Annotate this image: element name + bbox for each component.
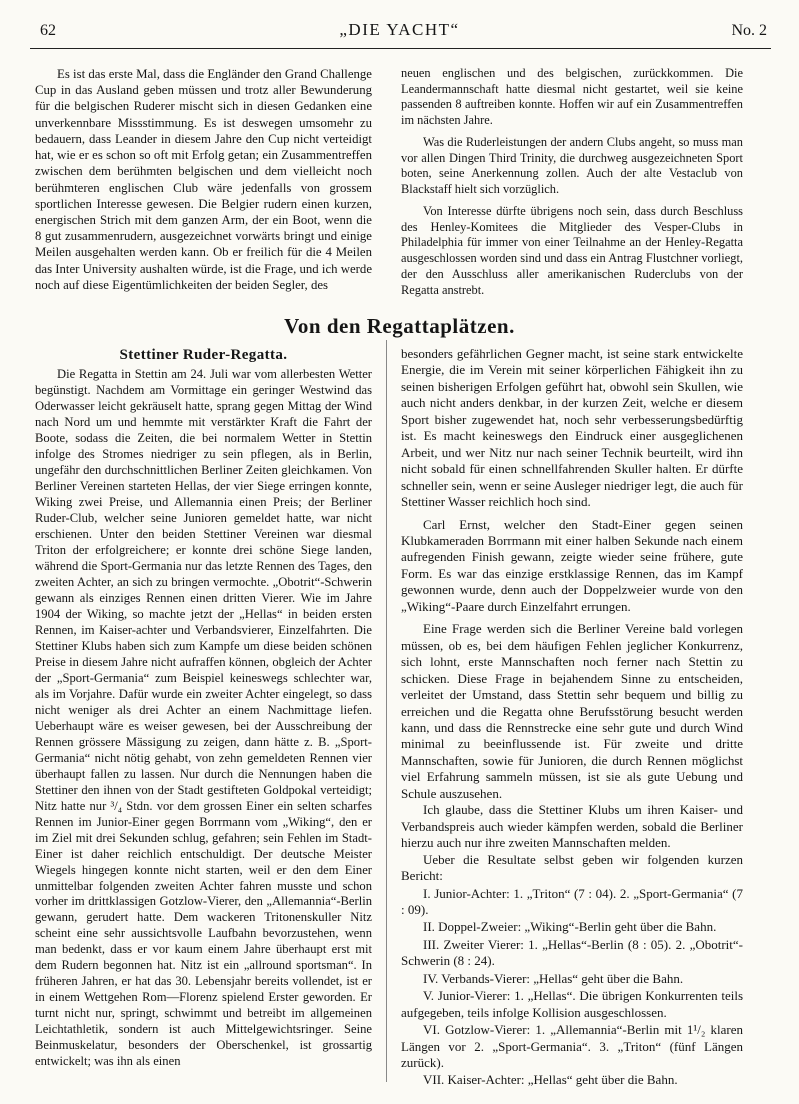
page-number: 62 bbox=[40, 22, 56, 39]
top-right-column bbox=[401, 66, 743, 298]
journal-title: „DIE YACHT“ bbox=[339, 20, 460, 39]
paragraph: Die Regatta in Stettin am 24. Juli war vom allerbesten Wetter begünstigt. Nachdem am Vormittage ein geringer Westwind das Oderwasser leicht gekräuselt hatte, sprang gegen Mittag der Wind nach Nord um und hemmte mit verstärkter Kraft die Fahrt der Boote, sodass die Zeiten, die bei normalem Wetter in Stettin infolge des Stromes niedriger zu sein pflegen, als in Berlin, ungefähr den durchschnittlichen Berliner Zeiten gleichkamen. Von Berliner Vereinen starteten Hellas, der vier Siege erringen konnte, Wiking zwei Preise, und Allemannia einen Preis; der Berliner Ruder-Club, welcher seine Junioren gemeldet hatte, war nicht erschienen. Unter den beiden Stettiner Vereinen war diesmal Triton der erfolgreichere; er konnte drei schöne Siege landen, während die Sport-Germania nur das letzte Rennen des Tages, den zweiten Achter, an sich zu bringen vermochte. „Obotrit“-Schwerin gewann als einziges Rennen einen dritten Vierer. Wie im Jahre 1904 der Wiking, so machte jetzt der „Hellas“ in beiden ersten Rennen, im Kaiser-achter und Verbandsvierer, Einzelfahrten. Die Stettiner Klubs haben sich zum Kampfe um diese beiden schönen Preise in diesem Jahre nicht aufraffen können, obgleich der Achter der „Sport-Germania“ zum Beispiel keineswegs schlechter war, als im Vorjahre. Dafür wurde ein zweiter Achter eingelegt, so dass nicht weniger als drei Achter an einem Nachmittage liefen. Ueberhaupt wäre es weiser gewesen, bei der Ausschreibung der Rennen grössere Mässigung zu zeigen, dann hätte z. B. „Sport-Germania“ nicht nötig gehabt, von zehn gemeldeten Rennen vier überhaupt fallen zu lassen. Nur durch die Nennungen haben die Stettiner den ihnen von der Stadt gestifteten Goldpokal verteidigt; Nitz hatte nur ³/₄ Stdn. vor dem grossen Einer ein selten scharfes Rennen im Junior-Einer gegen Borrmann vom „Wiking“, den er im Ziel mit drei Sekunden schlug, gefahren; sein Fehlen im Stadt-Einer ist daher reichlich entschuldigt. Der deutsche Meister Wiegels hingegen konnte nicht starten, weil er den dem Einer unmittelbar folgenden zweiten Achter fahren musste und schon vorher im drittklassigen Gotzlow-Vierer, den „Allemannia“-Berlin gewann, gerudert hatte. Dem wackeren Tritonenskuller Nitz scheint eine sehr aussichtsvolle Laufbahn bevorzustehen, wenn man bedenkt, dass er vor kaum einem Jahre überhaupt erst mit dem Rudern begonnen hat. Nitz ist ein „allround sportsman“. In früheren Jahren, er hat das 30. Lebensjahr bereits vollendet, ist er in einem Wettgehen Rom—Florenz spielend Erster geworden. Er turnt nicht nur, springt, schwimmt und betreibt im allgemeinen Leichtathletik, sondern ist auch Mittelgewichtsringer. Seine Beinmuskelatur, besonders der Oberschenkel, ist grossartig entwickelt; was ihn als einen bbox=[35, 367, 372, 1069]
paragraph: besonders gefährlichen Gegner macht, ist seine stark entwickelte Energie, die im Verein mit seiner körperlichen Fähigkeit ihn zu seinen bisherigen Erfolgen geführt hat, obwohl sein Skullen, wie auch nicht anders denkbar, in der kurzen Zeit, welche er diesem Sport bisher zugewendet hat, noch sehr verbesserungsbedürftig ist. Es macht keineswegs den Eindruck einer ausgeglichenen Arbeit, und wer Nitz nur nach seiner Technik beurteilt, wird ihn nicht sobald für einen schnellfahrenden Skuller halten. Er dürfte schneller sein, wenn er seine Ausleger niedriger legt, die auch für Stettiner Wasser reichlich hoch sind. bbox=[401, 346, 743, 510]
result-item: III. Zweiter Vierer: 1. „Hellas“-Berlin (8 : 05). 2. „Obotrit“-Schwerin (8 : 24). bbox=[401, 936, 743, 969]
column-divider bbox=[386, 340, 387, 1082]
subsection-title: Stettiner Ruder-Regatta. bbox=[119, 347, 288, 363]
bottom-right-column bbox=[401, 346, 743, 1089]
issue-number: No. 2 bbox=[731, 22, 767, 39]
paragraph: neuen englischen und des belgischen, zurückkommen. Die Leandermannschaft hatte diesmal nicht gestartet, weil sie keine passenden 8 auftreiben konnte. Hoffen wir auf ein Zusammentreffen im nächsten Jahre. bbox=[401, 66, 743, 128]
paragraph: Ich glaube, dass die Stettiner Klubs um ihren Kaiser- und Verbandspreis auch wieder kämpfen werden, sobald die Berliner hierzu auch nur ihre zweiten Mannschaften melden. bbox=[401, 802, 743, 851]
result-item: I. Junior-Achter: 1. „Triton“ (7 : 04). 2. „Sport-Germania“ (7 : 09). bbox=[401, 885, 743, 917]
paragraph: Eine Frage werden sich die Berliner Vereine bald vorlegen müssen, ob es, bei dem häufigen Fehlen jeglicher Konkurrenz, sich lohnt, erste Mannschaften noch ferner nach Stettin zu schicken. Diese Frage in bejahendem Sinne zu entscheiden, verleitet der Umstand, dass Stettin sehr bequem und billig zu erreichen und die Regatta ohne Berufsstörung besucht werden kann, und dass die Rennstrecke eine sehr gute und durch Wind minimal zu beeinflussende ist. Für zweite und dritte Mannschaften, sowie für Junioren, die durch Rennen möglichst viel Erfahrung sammeln müssen, ist sie als gute Uebung und Schule auszusehen. bbox=[401, 621, 743, 801]
paragraph: Was die Ruderleistungen der andern Clubs angeht, so muss man vor allen Dingen Third Trinity, die durchweg ausgezeichneten Sport boten, seine Anerkennung zollen. Auch der alte Vestaclub von Blackstaff hielt sich vorzüglich. bbox=[401, 134, 743, 197]
result-item: IV. Verbands-Vierer: „Hellas“ geht über die Bahn. bbox=[423, 970, 684, 986]
result-item: II. Doppel-Zweier: „Wiking“-Berlin geht über die Bahn. bbox=[423, 919, 717, 935]
paragraph: Es ist das erste Mal, dass die Engländer den Grand Challenge Cup in das Ausland geben müssen und trotz aller Bewunderung für die belgischen Ruderer mischt sich in diesen Gedanken eine unverkennbare Missstimmung. Es ist deswegen umsomehr zu bedauern, dass Leander in diesem Jahre den Cup nicht verteidigt hat, wie er es schon so oft mit Erfolg getan; ein Zusammentreffen zwischen dem berühmten belgischen und dem vielleicht noch berühmteren englischen Club wäre jedenfalls von grossem sportlichen Interesse gewesen. Die Belgier rudern einen kurzen, energischen Strich mit dem ganzen Arm, der ein Boot, wenn die 8 gut zusammenrudern, ausgezeichnet vorwärts bringt und einige Meilen ausgehalten werden kann. Ob er freilich für die 4 Meilen das Inter University aushalten würde, ist die Frage, und ich werde noch auf diese Eigentümlichkeiten der beiden Segler, des bbox=[35, 67, 372, 292]
paragraph: Carl Ernst, welcher den Stadt-Einer gegen seinen Klubkameraden Borrmann mit einer halben Sekunde nach einem aufregenden Finish gewann, zeigte wieder seine frühere, gute Form. Es war das einzige erstklassige Rennen, das im Kampf gewonnen wurde, denn auch der Doppelzweier wurde von den „Wiking“-Paare durch Einzelfahrt errungen. bbox=[401, 516, 743, 614]
section-title: Von den Regattaplätzen. bbox=[284, 314, 515, 338]
top-left-column bbox=[35, 66, 372, 293]
result-item: VII. Kaiser-Achter: „Hellas“ geht über die Bahn. bbox=[423, 1072, 678, 1088]
paragraph: Ueber die Resultate selbst geben wir folgenden kurzen Bericht: bbox=[401, 851, 743, 884]
header-rule bbox=[30, 48, 771, 49]
result-item: V. Junior-Vierer: 1. „Hellas“. Die übrigen Konkurrenten teils aufgegeben, teils infolge Kollision ausgeschlossen. bbox=[401, 988, 743, 1020]
bottom-left-column bbox=[35, 367, 372, 1070]
paragraph: Von Interesse dürfte übrigens noch sein, dass durch Beschluss des Henley-Komitees die Mitglieder des Vesper-Clubs in Philadelphia für immer von einer Teilnahme an der Henley-Regatta ausgeschlossen worden sind und dass ein Antrag Flustchner vorliegt, der den Ausschluss aller amerikanischen Ruderclubs von der Regatta anstrebt. bbox=[401, 203, 743, 297]
result-item: VI. Gotzlow-Vierer: 1. „Allemannia“-Berlin mit 1¹/₂ klaren Längen vor 2. „Sport-Germania“. 3. „Triton“ (fünf Längen zurück). bbox=[401, 1022, 743, 1071]
